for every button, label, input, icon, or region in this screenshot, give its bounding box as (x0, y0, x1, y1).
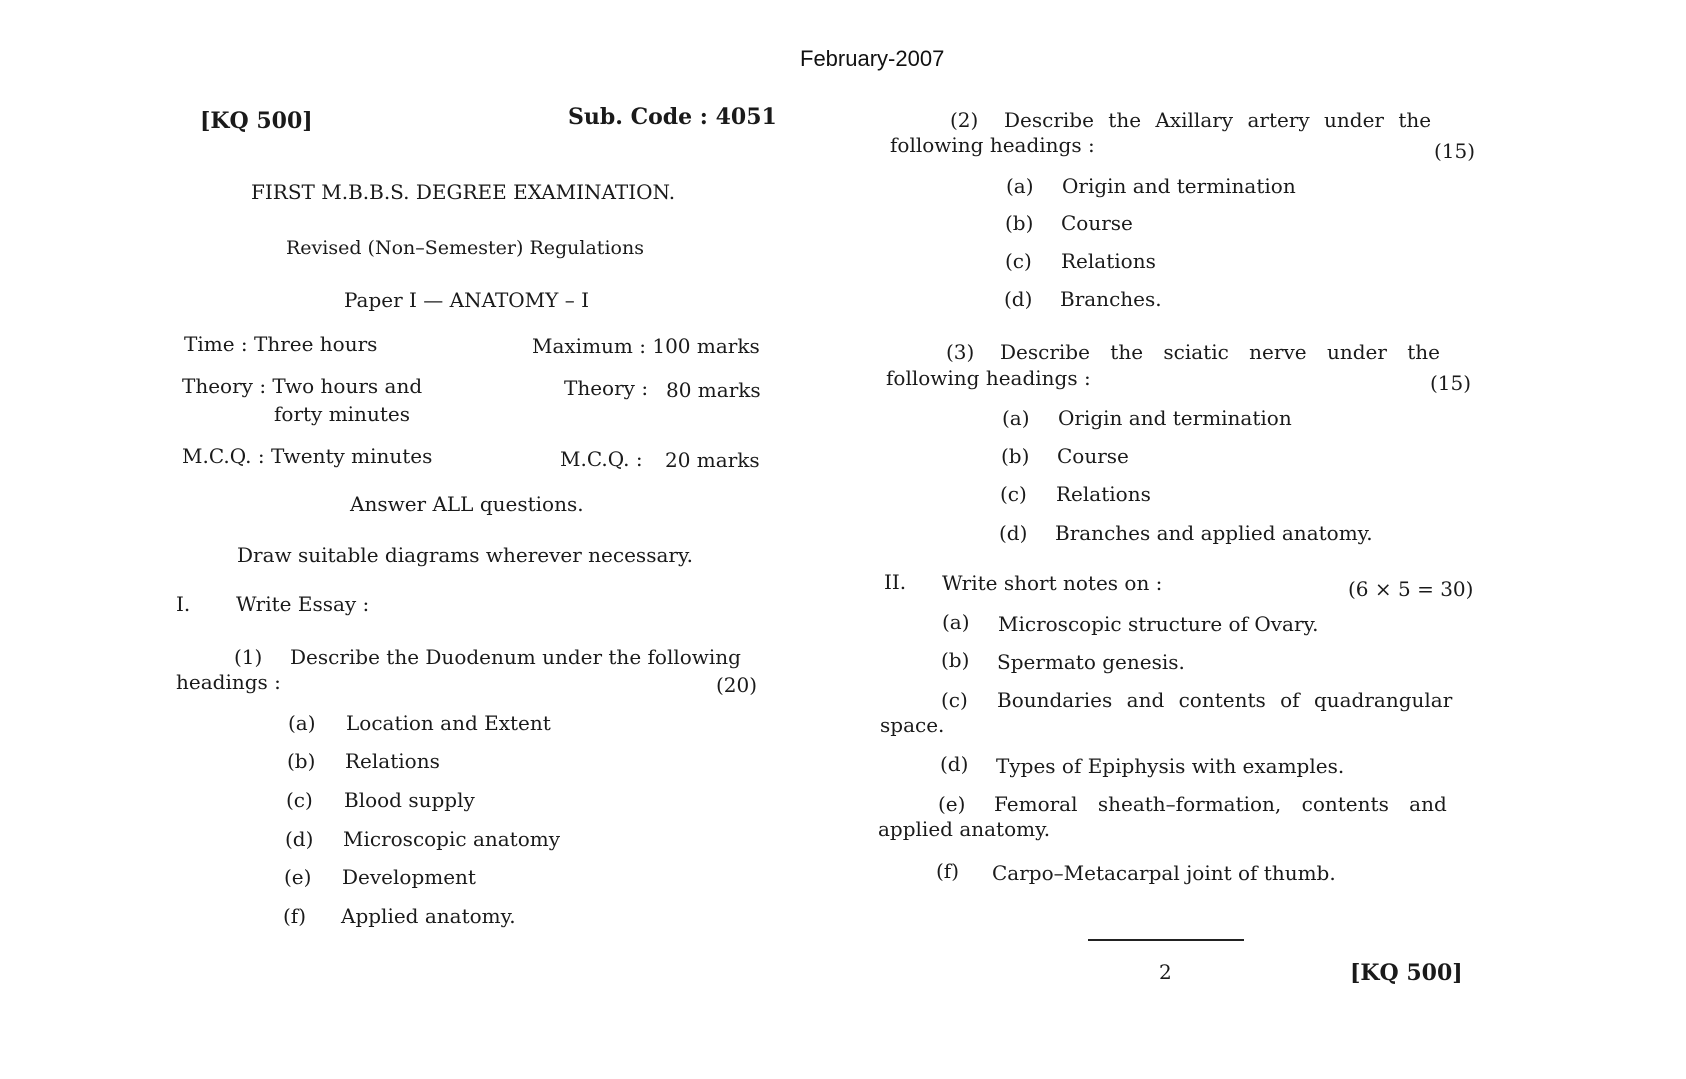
question-1-marks: (20) (716, 673, 758, 697)
list-item: Development (342, 865, 476, 889)
list-item: Branches and applied anatomy. (1055, 521, 1373, 545)
question-3-number: (3) (946, 340, 975, 364)
list-item-cont: applied anatomy. (878, 817, 1051, 841)
page-header-date: February-2007 (800, 46, 945, 71)
page-number: 2 (1159, 960, 1172, 984)
list-item-label: (c) (1005, 249, 1032, 273)
list-item-cont: space. (880, 713, 945, 737)
list-item: Carpo–Metacarpal joint of thumb. (992, 861, 1336, 885)
question-2-text: Describe the Axillary artery under the (1004, 108, 1432, 132)
regulations: Revised (Non–Semester) Regulations (286, 237, 644, 259)
footer-paper-code: [KQ 500] (1350, 960, 1463, 986)
list-item-label: (f) (936, 859, 960, 883)
theory-marks-label: Theory : (564, 376, 649, 400)
list-item: Spermato genesis. (997, 650, 1185, 674)
mcq-time: M.C.Q. : Twenty minutes (182, 444, 433, 468)
list-item-label: (a) (1006, 174, 1034, 198)
list-item: Course (1061, 211, 1133, 235)
question-3-text-cont: following headings : (886, 366, 1091, 390)
paper-code: [KQ 500] (200, 108, 313, 134)
theory-time: Theory : Two hours and (182, 374, 423, 398)
list-item-label: (d) (999, 521, 1028, 545)
list-item-label: (a) (288, 711, 316, 735)
list-item: Relations (345, 749, 440, 773)
list-item-label: (e) (284, 865, 312, 889)
instruction-answer-all: Answer ALL questions. (350, 492, 584, 516)
list-item-label: (a) (1002, 406, 1030, 430)
section-2-number: II. (884, 570, 907, 594)
mcq-marks: 20 marks (665, 448, 760, 472)
exam-title: FIRST M.B.B.S. DEGREE EXAMINATION. (251, 180, 676, 204)
list-item-label: (d) (1004, 287, 1033, 311)
question-1-number: (1) (234, 645, 263, 669)
list-item: Microscopic anatomy (343, 827, 561, 851)
time-label: Time : Three hours (184, 332, 378, 356)
question-3-text: Describe the sciatic nerve under the (1000, 340, 1441, 364)
list-item: Course (1057, 444, 1129, 468)
instruction-diagrams: Draw suitable diagrams wherever necessary. (237, 543, 693, 567)
question-2-text-cont: following headings : (890, 133, 1095, 157)
max-marks: Maximum : 100 marks (532, 334, 760, 358)
list-item: Types of Epiphysis with examples. (996, 754, 1345, 778)
section-2-marks: (6 × 5 = 30) (1348, 577, 1474, 601)
list-item: Relations (1061, 249, 1156, 273)
question-2-number: (2) (950, 108, 979, 132)
section-2-title: Write short notes on : (942, 571, 1163, 595)
list-item-label: (d) (940, 752, 969, 776)
list-item-label: (f) (283, 904, 307, 928)
list-item-label: (c) (1000, 482, 1027, 506)
list-item-label: (b) (287, 749, 316, 773)
list-item: Blood supply (344, 788, 475, 812)
list-item: Branches. (1060, 287, 1162, 311)
section-1-title: Write Essay : (236, 592, 370, 616)
question-3-marks: (15) (1430, 371, 1472, 395)
list-item: Femoral sheath–formation, contents and (994, 792, 1447, 816)
list-item: Microscopic structure of Ovary. (998, 612, 1319, 636)
list-item: Origin and termination (1058, 406, 1292, 430)
subject-code: Sub. Code : 4051 (568, 104, 777, 130)
list-item: Applied anatomy. (341, 904, 516, 928)
list-item-label: (b) (941, 648, 970, 672)
question-1-text: Describe the Duodenum under the following (290, 645, 741, 669)
list-item: Boundaries and contents of quadrangular (997, 688, 1453, 712)
mcq-marks-label: M.C.Q. : (560, 447, 643, 471)
list-item-label: (e) (938, 792, 966, 816)
list-item: Origin and termination (1062, 174, 1296, 198)
section-1-number: I. (176, 592, 191, 616)
footer-divider (1088, 939, 1244, 941)
theory-marks: 80 marks (666, 378, 761, 402)
theory-time-cont: forty minutes (274, 402, 410, 426)
list-item: Relations (1056, 482, 1151, 506)
list-item-label: (b) (1001, 444, 1030, 468)
paper-title: Paper I — ANATOMY – I (344, 288, 589, 312)
list-item-label: (c) (286, 788, 313, 812)
list-item-label: (b) (1005, 211, 1034, 235)
list-item-label: (a) (942, 610, 970, 634)
list-item-label: (d) (285, 827, 314, 851)
list-item-label: (c) (941, 688, 968, 712)
question-2-marks: (15) (1434, 139, 1476, 163)
list-item: Location and Extent (346, 711, 551, 735)
question-1-text-cont: headings : (176, 670, 281, 694)
